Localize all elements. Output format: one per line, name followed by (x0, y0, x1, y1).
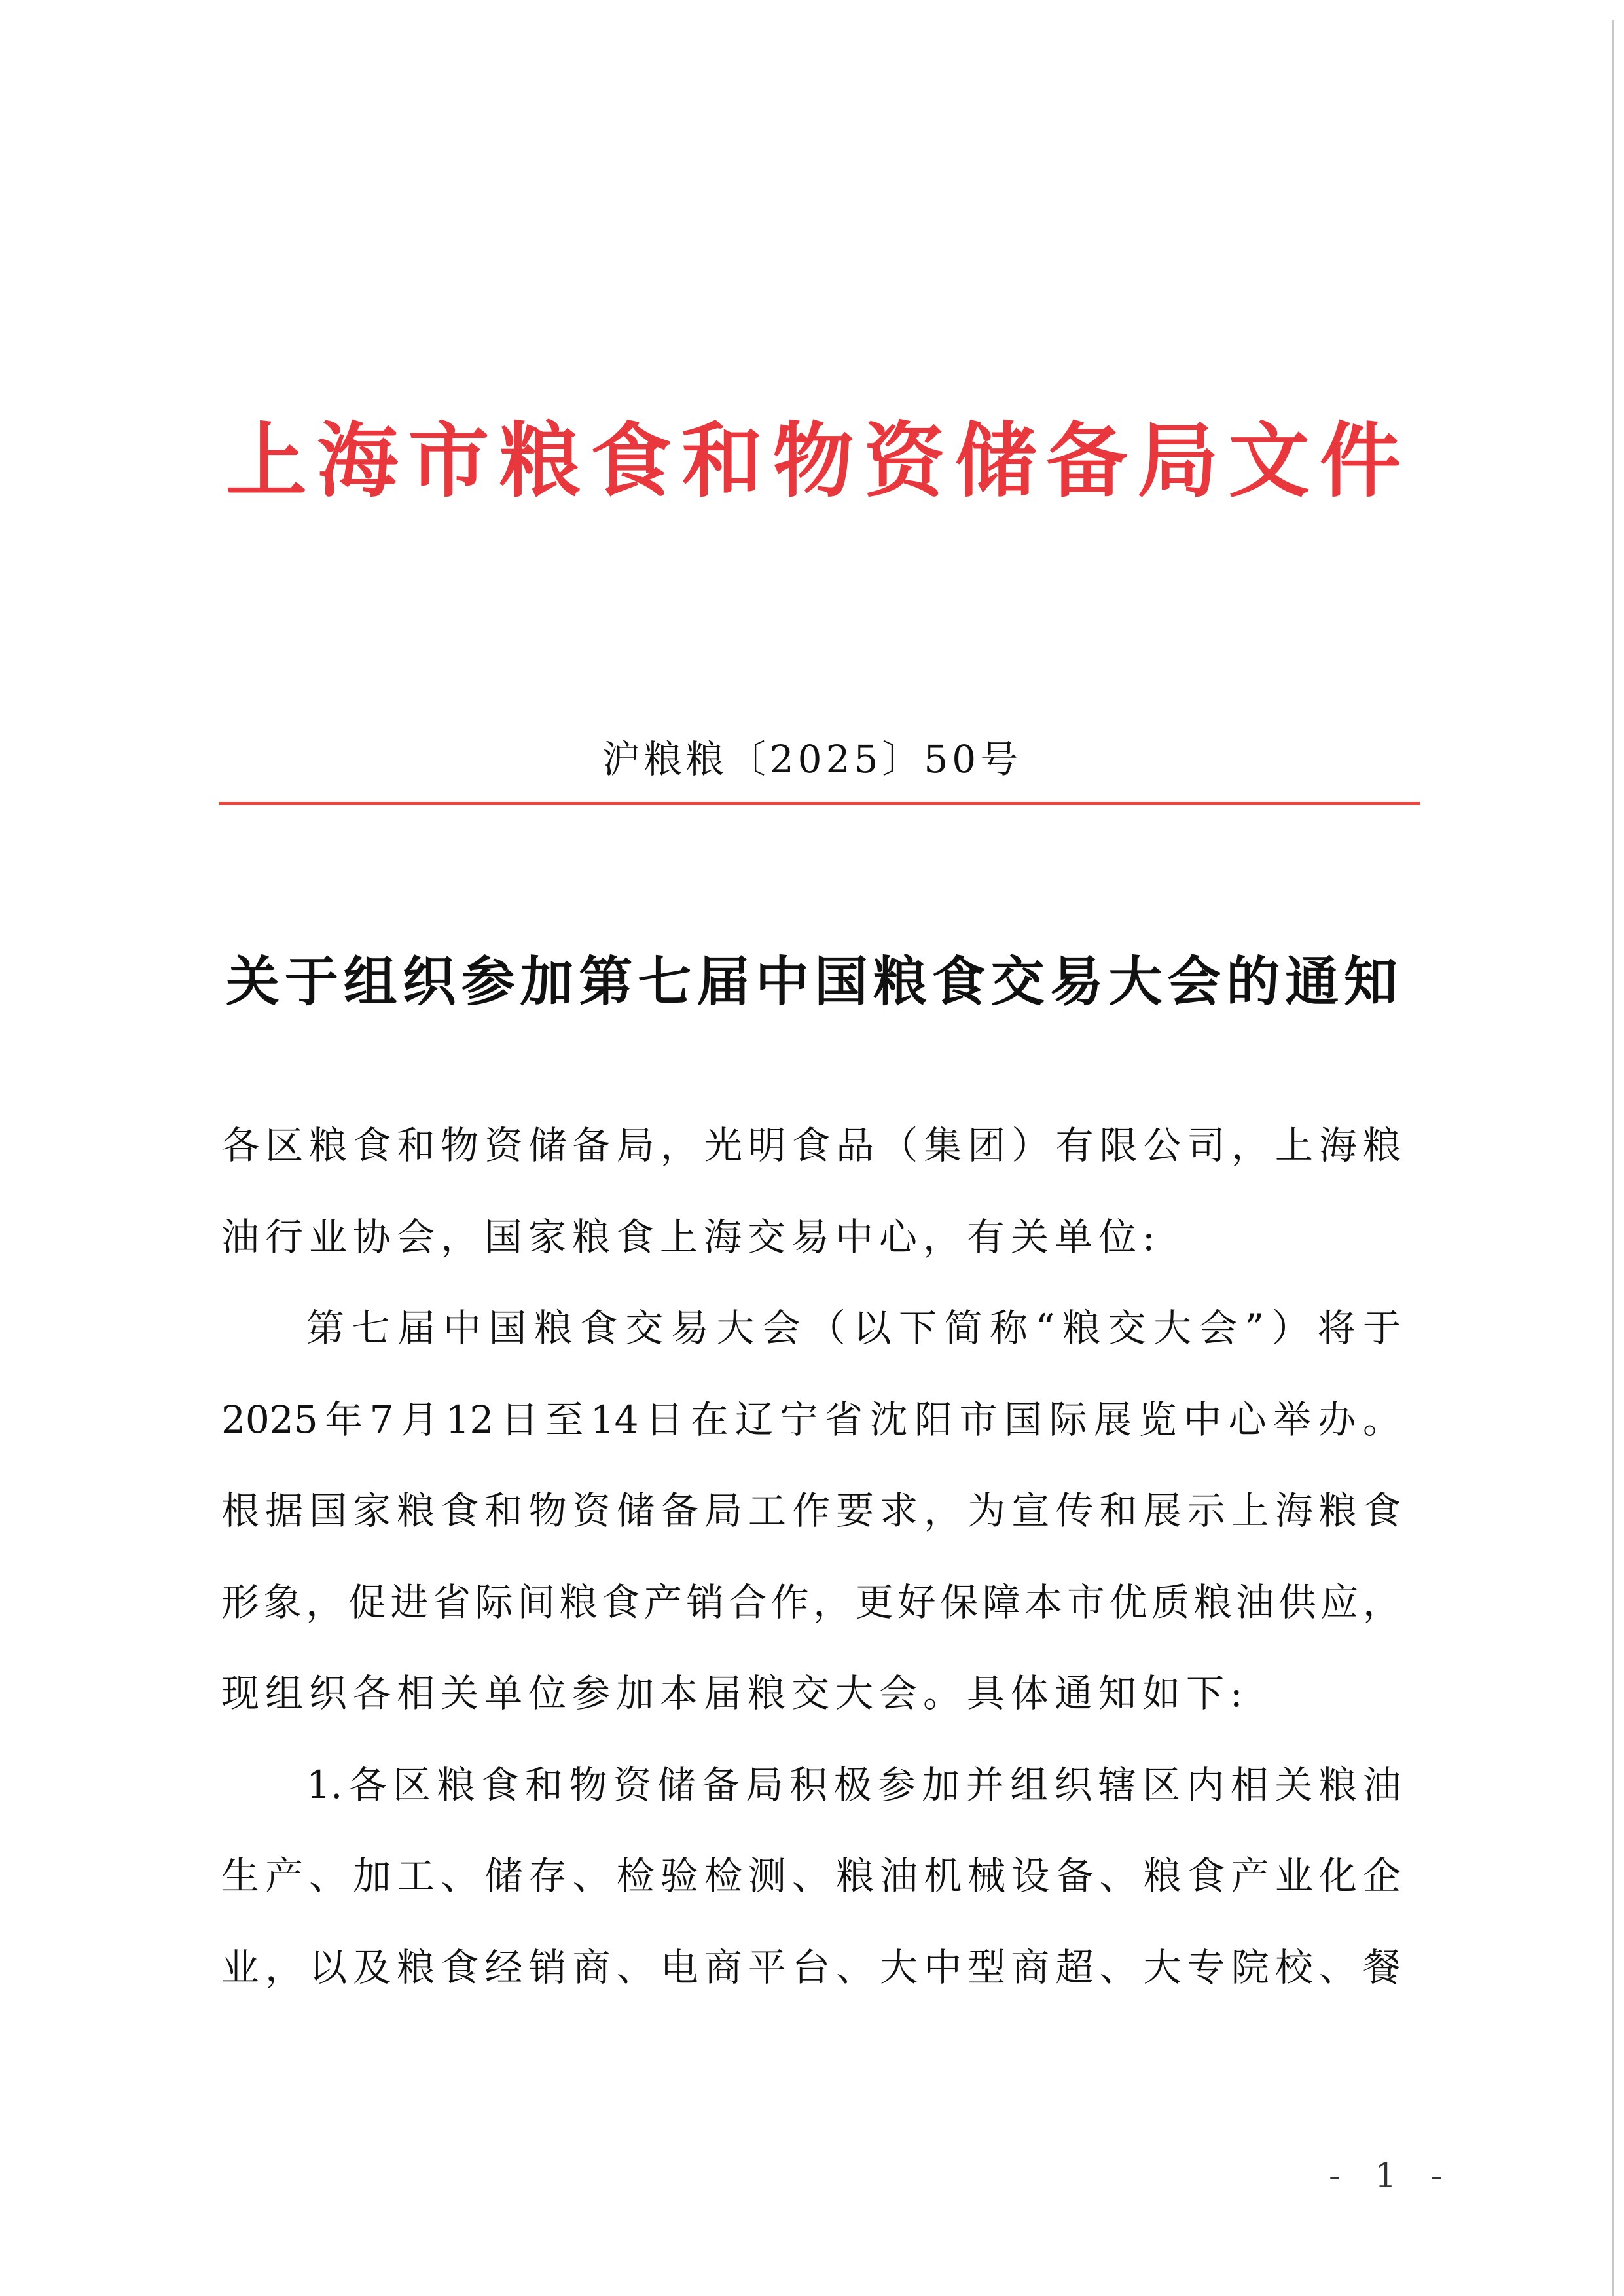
body-line: 现组织各相关单位参加本届粮交大会。具体通知如下: (221, 1671, 1249, 1715)
document-body (221, 1113, 1401, 2026)
body-line: 形象，促进省际间粮食产销合作，更好保障本市优质粮油供应， (221, 1579, 1401, 1624)
body-line: 业，以及粮食经销商、电商平台、大中型商超、大专院校、餐 (221, 1945, 1401, 1990)
body-line: 1.各区粮食和物资储备局积极参加并组织辖区内相关粮油 (306, 1762, 1401, 1807)
body-line: 第七届中国粮食交易大会（以下简称“粮交大会”）将于 (306, 1306, 1401, 1350)
red-divider (219, 802, 1420, 805)
page-number: - 1 - (1329, 2157, 1454, 2196)
body-line: 生产、加工、储存、检验检测、粮油机械设备、粮食产业化企 (221, 1854, 1401, 1898)
issuer-header: 上海市粮食和物资储备局文件 (226, 414, 1401, 509)
document-title: 关于组织参加第七届中国粮食交易大会的通知 (226, 950, 1398, 1013)
body-line: 2025年7月12日至14日在辽宁省沈阳市国际展览中心举办。 (221, 1397, 1401, 1442)
document-number: 沪粮粮〔2025〕50号 (602, 737, 1022, 781)
body-line: 根据国家粮食和物资储备局工作要求，为宣传和展示上海粮食 (221, 1488, 1401, 1533)
page-edge (1612, 20, 1614, 2296)
body-line: 各区粮食和物资储备局，光明食品（集团）有限公司，上海粮 (221, 1123, 1401, 1168)
body-line: 油行业协会，国家粮食上海交易中心，有关单位: (221, 1214, 1161, 1259)
